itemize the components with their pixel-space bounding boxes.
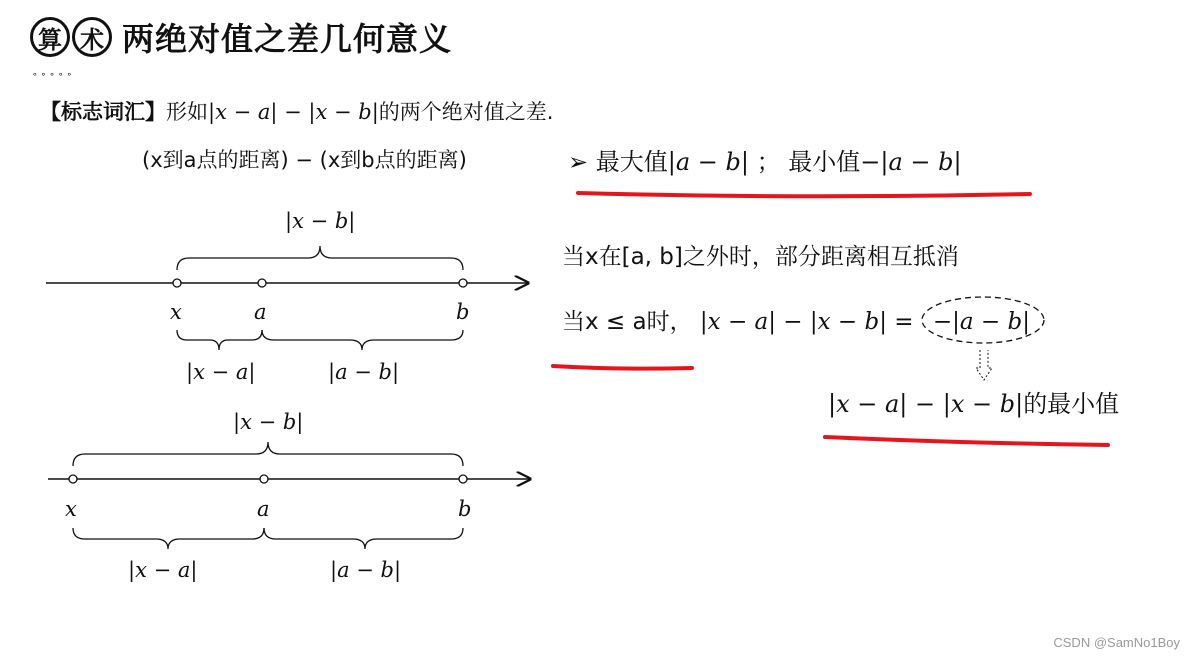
point-a-2 xyxy=(260,475,268,483)
right-brace-label-1: |a − b| xyxy=(328,360,400,384)
conclusion-text: 的最小值 xyxy=(1023,390,1120,418)
conclusion-expr: |x − a| − |x − b| xyxy=(828,390,1024,418)
brace-left-1 xyxy=(177,330,262,350)
point-x-1 xyxy=(173,279,181,287)
brace-top-2 xyxy=(73,442,463,466)
brace-right-1 xyxy=(262,330,463,350)
point-a-1 xyxy=(258,279,266,287)
separator: ； xyxy=(756,148,781,176)
min-expr: −|a − b| xyxy=(860,148,962,176)
point-label-x-2: x xyxy=(65,497,77,521)
diagram-1 xyxy=(46,246,528,350)
brace-right-2 xyxy=(264,528,463,549)
point-label-b-1: b xyxy=(456,300,470,324)
underline-case xyxy=(553,366,692,369)
top-brace-label-2: |x − b| xyxy=(233,410,304,434)
underline-maxmin xyxy=(578,193,1030,196)
down-arrow-icon xyxy=(976,350,992,380)
badge-suan: 算 xyxy=(30,17,70,57)
point-b-1 xyxy=(459,279,467,287)
point-b-2 xyxy=(459,475,467,483)
top-brace-label-1: |x − b| xyxy=(285,209,356,233)
cancel-note: 当x在[a, b]之外时，部分距离相互抵消 xyxy=(562,244,959,270)
left-brace-label-1: |x − a| xyxy=(186,360,256,384)
distance-description: (x到a点的距离) − (x到b点的距离) xyxy=(142,148,467,172)
right-brace-label-2: |a − b| xyxy=(330,558,402,582)
point-label-x-1: x xyxy=(170,300,182,324)
decorative-dots: ∘∘∘∘∘ xyxy=(32,70,76,80)
case-expr: |x − a| − |x − b| = xyxy=(699,309,914,335)
point-label-a-1: a xyxy=(254,300,267,324)
keyword-text-b: 的两个绝对值之差. xyxy=(378,100,554,124)
keyword-tag: 【标志词汇】 xyxy=(40,100,166,124)
arrow-icon: ➢ xyxy=(568,148,589,176)
page-title: 两绝对值之差几何意义 xyxy=(122,20,453,58)
left-brace-label-2: |x − a| xyxy=(128,558,198,582)
point-x-2 xyxy=(69,475,77,483)
min-label: 最小值 xyxy=(788,148,861,176)
keyword-text-a: 形如 xyxy=(166,100,208,124)
max-expr: |a − b| xyxy=(667,148,749,176)
case-condition: 当x ≤ a时， xyxy=(562,309,693,335)
badge-shu: 术 xyxy=(72,17,112,57)
underline-conclusion xyxy=(825,437,1108,445)
brace-left-2 xyxy=(73,528,264,549)
case-result: −|a − b| xyxy=(932,309,1030,335)
point-label-b-2: b xyxy=(458,497,472,521)
max-label: 最大值 xyxy=(595,148,668,176)
point-label-a-2: a xyxy=(257,497,270,521)
watermark: CSDN @SamNo1Boy xyxy=(1053,635,1180,650)
diagram-2 xyxy=(48,442,530,549)
keyword-expr: |x − a| − |x − b| xyxy=(208,100,379,124)
result-ellipse xyxy=(922,297,1044,343)
brace-top-1 xyxy=(177,246,463,270)
